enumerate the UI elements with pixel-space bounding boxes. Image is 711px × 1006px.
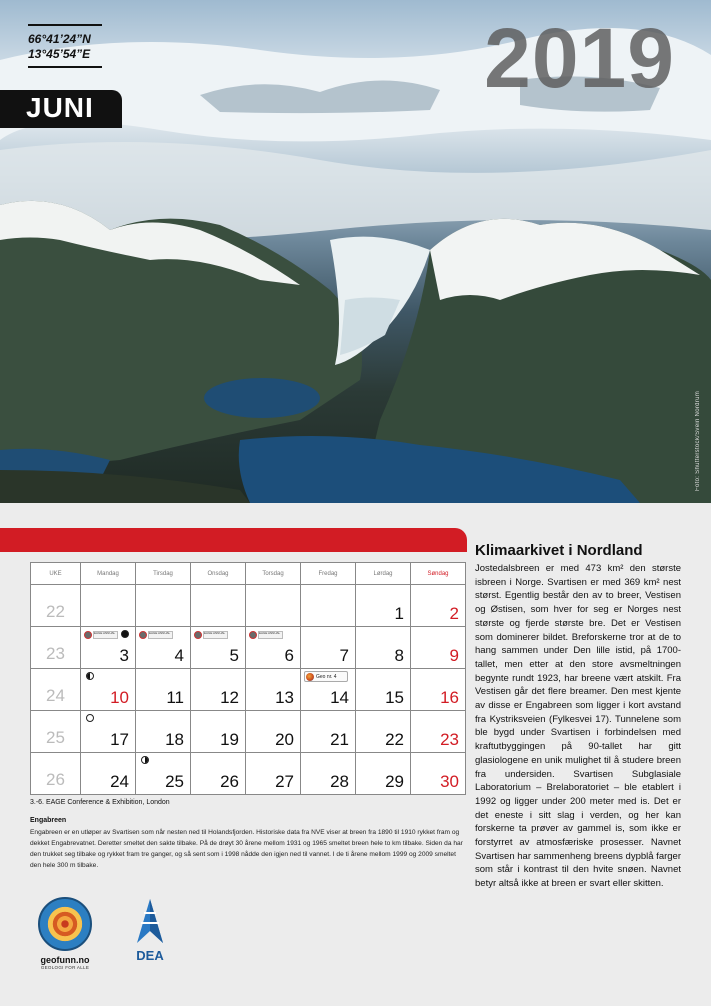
notes-body: Engabreen er en utløper av Svartisen som når nesten ned til Holandsfjorden. Historiske data fra NVE viser at breen fra 1890 til 1910 rykket fram og dekket Engabrevatnet. Deretter smeltet den sakte tilbake. På de drøyt 30 årene mellom 1931 og 1965 smeltet breen hele to km tilbake. Siden da har den trukket seg tilbake og rykket fram tre ganger, og så sent som i 1998 nådde den igjen ned til vannet. I de ti årene mellom 1999 og 2009 smeltet den hele 300 m tilbake. bbox=[30, 829, 463, 869]
week-row bbox=[31, 711, 466, 753]
day-cell bbox=[246, 711, 301, 753]
week-cell bbox=[31, 585, 81, 627]
dea-logo[interactable] bbox=[130, 897, 170, 963]
day-cell bbox=[356, 669, 411, 711]
year-heading: 2019 bbox=[484, 11, 675, 105]
day-cell bbox=[191, 585, 246, 627]
red-accent-bar bbox=[0, 528, 467, 552]
week-number: 22 bbox=[46, 602, 65, 621]
article-body: Jostedalsbreen er med 473 km² den største isbreen i Norge. Svartisen er med 369 km² nest størst. Egentlig består den av to breer, Vestisen og Østisen, som hver for seg er Norges nest største og fjerde største bre. Det er Vestisen som dominerer bildet. Breforskerne tror at de to hang sammen under Den lille istid, på 1700-tallet, men etter at den store avsmeltningen begynte rundt 1923, har breene vært atskilt. Fra Vestisen går det flere breamer. Den mest kjente av disse er Engabreen som ligger i kort avstand fra Kystriksveien (Fylkesvei 17). Tunnelene som ble bygd under Svartisen i forbindelsen med kraftutbyggingen på 90-tallet har gitt glasiologene en unik mulighet til å studere breen fra undersiden. Svartisen Subglasiale Laboratorium – Brelaboratoriet – ble etablert i 1992 og ligger under 200 meter med is. Det er det eneste i sitt slag i verden, og her kan forskerne ta prøver av gammel is, som ikke er forstyrret av atmosfæriske prosesser. Navnet Svartisen har sammenheng breens dypblå farger som står i kontrast til den hvite snøen. Navnet betyr altså ikke at breen er svart eller skitten. bbox=[475, 563, 681, 890]
eage-badge: EAGE ANNUAL bbox=[249, 630, 283, 640]
last-quarter-moon-icon bbox=[141, 756, 149, 764]
calendar-header-row bbox=[31, 563, 466, 585]
day-cell bbox=[81, 753, 136, 795]
header-thursday: Torsdag bbox=[246, 563, 301, 585]
header-sunday: Søndag bbox=[411, 563, 466, 585]
week-number: 24 bbox=[46, 686, 65, 705]
day-cell bbox=[136, 753, 191, 795]
day-number: 13 bbox=[275, 688, 294, 707]
header-week: UKE bbox=[31, 563, 81, 585]
day-cell bbox=[301, 711, 356, 753]
day-cell bbox=[411, 627, 466, 669]
header-monday: Mandag bbox=[81, 563, 136, 585]
day-cell bbox=[191, 753, 246, 795]
day-number: 1 bbox=[394, 604, 404, 623]
geofunn-logo[interactable] bbox=[32, 897, 98, 970]
first-quarter-moon-icon bbox=[86, 672, 94, 680]
week-cell bbox=[31, 711, 81, 753]
geo-logo-icon bbox=[306, 673, 314, 681]
day-cell bbox=[411, 711, 466, 753]
day-cell bbox=[81, 711, 136, 753]
day-number: 12 bbox=[220, 688, 239, 707]
geo-issue-badge bbox=[304, 671, 348, 682]
eage-badge: EAGE ANNUAL bbox=[84, 630, 118, 640]
day-number: 18 bbox=[165, 730, 184, 749]
day-number: 29 bbox=[385, 772, 404, 791]
week-number: 25 bbox=[46, 728, 65, 747]
header-saturday: Lørdag bbox=[356, 563, 411, 585]
day-cell bbox=[81, 669, 136, 711]
photo-credit: Foto: Shutterstock/Svein Nordrum bbox=[695, 391, 701, 491]
week-row bbox=[31, 753, 466, 795]
full-moon-icon bbox=[86, 714, 94, 722]
day-number-sunday: 30 bbox=[440, 772, 459, 791]
day-number: 6 bbox=[284, 646, 294, 665]
day-number: 5 bbox=[229, 646, 239, 665]
new-moon-icon bbox=[121, 630, 129, 638]
day-cell bbox=[136, 711, 191, 753]
day-cell bbox=[356, 753, 411, 795]
week-number: 26 bbox=[46, 770, 65, 789]
eage-logo-icon bbox=[84, 631, 92, 639]
day-number: 25 bbox=[165, 772, 184, 791]
event-note: 3.-6. EAGE Conference & Exhibition, London bbox=[30, 799, 170, 806]
day-cell bbox=[136, 627, 191, 669]
day-number-sunday: 9 bbox=[449, 646, 459, 665]
day-number: 20 bbox=[275, 730, 294, 749]
day-cell bbox=[191, 711, 246, 753]
header-wednesday: Onsdag bbox=[191, 563, 246, 585]
day-cell bbox=[81, 585, 136, 627]
day-number: 15 bbox=[385, 688, 404, 707]
day-cell bbox=[191, 627, 246, 669]
geofunn-name: geofunn.no bbox=[40, 955, 90, 965]
geo-issue-label: Geo nr. 4 bbox=[316, 673, 337, 680]
eage-logo-icon bbox=[194, 631, 202, 639]
header-tuesday: Tirsdag bbox=[136, 563, 191, 585]
calendar-grid bbox=[30, 562, 466, 795]
week-number: 23 bbox=[46, 644, 65, 663]
notes-title: Engabreen bbox=[30, 817, 67, 824]
day-cell bbox=[411, 753, 466, 795]
day-number: 24 bbox=[110, 772, 129, 791]
day-cell bbox=[136, 585, 191, 627]
day-cell bbox=[246, 627, 301, 669]
day-number-holiday: 10 bbox=[110, 688, 129, 707]
day-number: 14 bbox=[330, 688, 349, 707]
week-row bbox=[31, 627, 466, 669]
day-cell bbox=[411, 585, 466, 627]
eage-badge: EAGE ANNUAL bbox=[139, 630, 173, 640]
day-number-sunday: 16 bbox=[440, 688, 459, 707]
latitude: 66°41’24”N bbox=[28, 32, 91, 46]
longitude: 13°45’54”E bbox=[28, 47, 91, 61]
coordinates bbox=[28, 24, 102, 68]
day-number-sunday: 23 bbox=[440, 730, 459, 749]
day-cell bbox=[411, 669, 466, 711]
day-number: 8 bbox=[394, 646, 404, 665]
day-cell bbox=[301, 627, 356, 669]
day-cell bbox=[301, 669, 356, 711]
day-cell bbox=[136, 669, 191, 711]
week-cell bbox=[31, 753, 81, 795]
day-number: 28 bbox=[330, 772, 349, 791]
day-cell bbox=[81, 627, 136, 669]
day-number: 3 bbox=[119, 646, 129, 665]
day-cell bbox=[191, 669, 246, 711]
article-title: Klimaarkivet i Nordland bbox=[475, 542, 643, 559]
day-number: 17 bbox=[110, 730, 129, 749]
geofunn-tagline: GEOLOGI FOR ALLE bbox=[40, 965, 90, 970]
day-cell bbox=[246, 753, 301, 795]
eage-logo-icon bbox=[249, 631, 257, 639]
ammonite-icon bbox=[38, 897, 92, 951]
day-number: 7 bbox=[339, 646, 349, 665]
day-number: 27 bbox=[275, 772, 294, 791]
day-number: 21 bbox=[330, 730, 349, 749]
day-number: 26 bbox=[220, 772, 239, 791]
week-cell bbox=[31, 627, 81, 669]
day-number: 22 bbox=[385, 730, 404, 749]
eage-badge: EAGE ANNUAL bbox=[194, 630, 228, 640]
eage-logo-icon bbox=[139, 631, 147, 639]
header-friday: Fredag bbox=[301, 563, 356, 585]
day-number: 4 bbox=[174, 646, 184, 665]
day-number: 11 bbox=[166, 688, 184, 707]
day-cell bbox=[301, 753, 356, 795]
dea-name: DEA bbox=[136, 948, 164, 963]
day-number: 19 bbox=[220, 730, 239, 749]
week-cell bbox=[31, 669, 81, 711]
dea-emblem-icon bbox=[133, 897, 167, 945]
day-cell bbox=[246, 669, 301, 711]
day-cell bbox=[356, 627, 411, 669]
day-number-sunday: 2 bbox=[449, 604, 459, 623]
day-cell bbox=[301, 585, 356, 627]
week-row bbox=[31, 585, 466, 627]
week-row bbox=[31, 669, 466, 711]
month-label: JUNI bbox=[0, 90, 122, 128]
day-cell bbox=[246, 585, 301, 627]
day-cell bbox=[356, 711, 411, 753]
day-cell bbox=[356, 585, 411, 627]
